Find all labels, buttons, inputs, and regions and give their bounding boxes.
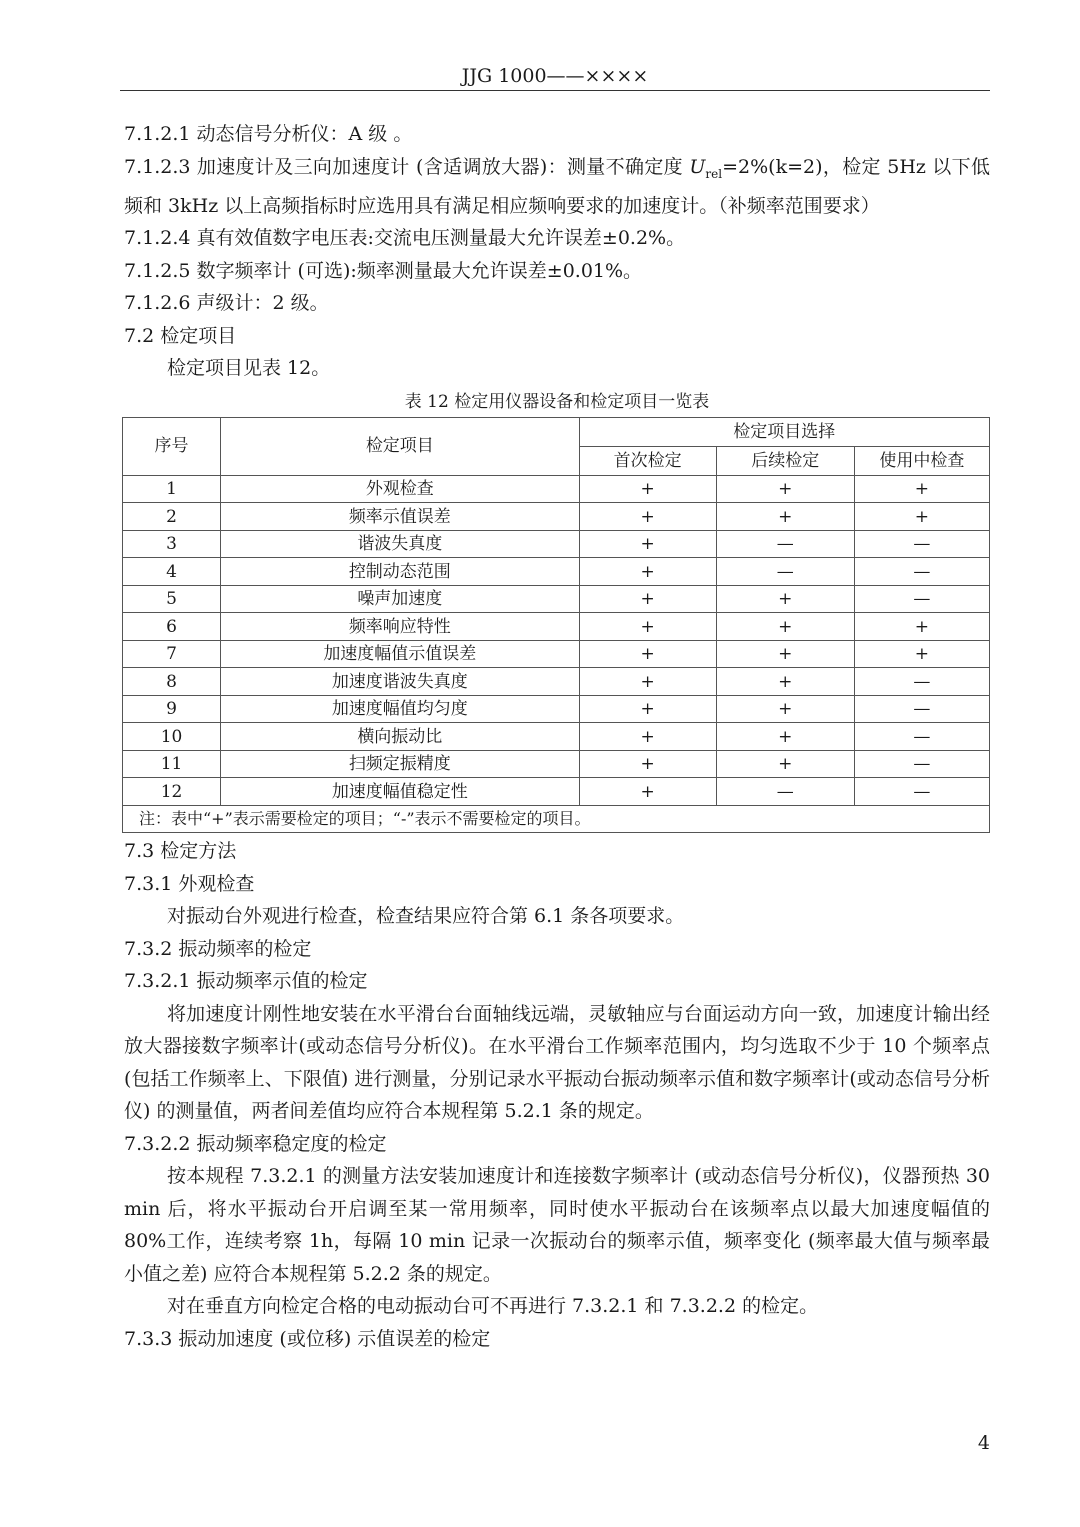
cell-subsequent: +: [716, 640, 854, 668]
cell-first: +: [579, 558, 716, 586]
cell-item: 外观检查: [221, 475, 579, 503]
table-row: [123, 613, 990, 641]
section-7322-text: 按本规程 7.3.2.1 的测量方法安装加速度计和连接数字频率计 (或动态信号分析仪)，仪器预热 30 min 后，将水平振动台开启调至某一常用频率，同时使水平振动台在该频率点以最大加速度幅值的 80%工作，连续考察 1h，每隔 10 min 记录一次振动台的频率示值，频率变化 (频率最大值与频率最小值之差) 应符合本规程第 5.2.2 条的规定。: [124, 1165, 990, 1285]
section-731-text: 对振动台外观进行检查，检查结果应符合第 6.1 条各项要求。: [167, 905, 685, 928]
cell-subsequent: +: [716, 695, 854, 723]
section-733-title: 7.3.3 振动加速度 (或位移) 示值误差的检定: [124, 1327, 491, 1350]
clause-7123-u: U: [689, 155, 706, 178]
cell-inuse: +: [854, 613, 989, 641]
cell-first: +: [579, 530, 716, 558]
header-group: 检定项目选择: [579, 417, 989, 446]
cell-subsequent: +: [716, 475, 854, 503]
cell-first: +: [579, 723, 716, 751]
cell-item: 谐波失真度: [221, 530, 579, 558]
clause-7124: 7.1.2.4 真有效值数字电压表:交流电压测量最大允许误差±0.2%。: [124, 227, 686, 250]
cell-inuse: —: [854, 778, 989, 806]
clause-7123-sub: rel: [705, 166, 723, 181]
clause-7125: 7.1.2.5 数字频率计 (可选):频率测量最大允许误差±0.01%。: [124, 259, 643, 282]
table-body: [123, 475, 990, 805]
section-72-title: 7.2 检定项目: [124, 324, 237, 347]
cell-inuse: —: [854, 530, 989, 558]
table-row: [123, 640, 990, 668]
cell-first: +: [579, 613, 716, 641]
table-row: [123, 668, 990, 696]
header-inuse: 使用中检查: [854, 446, 989, 475]
table-row: [123, 695, 990, 723]
header-seq: 序号: [123, 417, 221, 475]
cell-seq: 6: [123, 613, 221, 641]
clause-7123-pre: 7.1.2.3 加速度计及三向加速度计 (含适调放大器)：测量不确定度: [124, 155, 690, 178]
cell-inuse: —: [854, 668, 989, 696]
cell-item: 加速度幅值均匀度: [221, 695, 579, 723]
header-subsequent: 后续检定: [716, 446, 854, 475]
cell-first: +: [579, 640, 716, 668]
cell-subsequent: +: [716, 585, 854, 613]
cell-inuse: —: [854, 558, 989, 586]
clause-7126: 7.1.2.6 声级计：2 级。: [124, 292, 329, 315]
table-row: [123, 750, 990, 778]
section-72-text: 检定项目见表 12。: [167, 357, 331, 380]
cell-item: 频率示值误差: [221, 503, 579, 531]
cell-item: 横向振动比: [221, 723, 579, 751]
cell-first: +: [579, 695, 716, 723]
clause-7121: 7.1.2.1 动态信号分析仪：A 级 。: [124, 123, 413, 145]
cell-item: 加速度谐波失真度: [221, 668, 579, 696]
cell-first: +: [579, 475, 716, 503]
cell-seq: 3: [123, 530, 221, 558]
table-note: 注：表中“+”表示需要检定的项目；“-”表示不需要检定的项目。: [123, 805, 990, 833]
header-item: 检定项目: [221, 417, 579, 475]
cell-seq: 12: [123, 778, 221, 806]
cell-item: 加速度幅值稳定性: [221, 778, 579, 806]
cell-inuse: +: [854, 503, 989, 531]
cell-seq: 10: [123, 723, 221, 751]
table-caption: 表 12 检定用仪器设备和检定项目一览表: [404, 391, 710, 412]
cell-inuse: —: [854, 723, 989, 751]
document-body: [124, 118, 990, 1355]
cell-item: 加速度幅值示值误差: [221, 640, 579, 668]
inspection-table: [122, 417, 990, 834]
cell-subsequent: +: [716, 750, 854, 778]
cell-seq: 8: [123, 668, 221, 696]
cell-first: +: [579, 668, 716, 696]
section-73-title: 7.3 检定方法: [124, 840, 237, 863]
cell-first: +: [579, 778, 716, 806]
cell-subsequent: +: [716, 668, 854, 696]
page-header: JJG 1000——××××: [120, 62, 990, 91]
cell-inuse: +: [854, 640, 989, 668]
table-row: [123, 778, 990, 806]
section-7322-text2: 对在垂直方向检定合格的电动振动台可不再进行 7.3.2.1 和 7.3.2.2 的检定。: [167, 1295, 819, 1318]
table-row: [123, 585, 990, 613]
section-732-title: 7.3.2 振动频率的检定: [124, 937, 312, 960]
table-row: [123, 558, 990, 586]
clause-7123-post: =2%(k=2)，检定 5Hz 以下低频和 3kHz 以上高频指标时应选用具有满足相应频响要求的加速度计。（补频率范围要求）: [124, 155, 990, 217]
table-row: [123, 530, 990, 558]
page-number: 4: [977, 1432, 990, 1454]
cell-seq: 5: [123, 585, 221, 613]
cell-seq: 4: [123, 558, 221, 586]
cell-seq: 1: [123, 475, 221, 503]
section-7321-text: 将加速度计刚性地安装在水平滑台台面轴线远端，灵敏轴应与台面运动方向一致，加速度计输出经放大器接数字频率计(或动态信号分析仪)。在水平滑台工作频率范围内，均匀选取不少于 10 个频率点 (包括工作频率上、下限值) 进行测量，分别记录水平振动台振动频率示值和数字频率计(或动态信号分析仪) 的测量值，两者间差值均应符合本规程第 5.2.1 条的规定。: [124, 1002, 990, 1123]
cell-first: +: [579, 750, 716, 778]
cell-first: +: [579, 585, 716, 613]
cell-item: 噪声加速度: [221, 585, 579, 613]
cell-inuse: —: [854, 750, 989, 778]
cell-item: 频率响应特性: [221, 613, 579, 641]
header-first: 首次检定: [579, 446, 716, 475]
table-row: [123, 723, 990, 751]
cell-subsequent: —: [716, 530, 854, 558]
table-row: [123, 475, 990, 503]
cell-first: +: [579, 503, 716, 531]
section-7321-title: 7.3.2.1 振动频率示值的检定: [124, 970, 368, 993]
cell-inuse: +: [854, 475, 989, 503]
cell-seq: 11: [123, 750, 221, 778]
cell-subsequent: —: [716, 558, 854, 586]
clause-7123: [124, 151, 990, 223]
cell-subsequent: +: [716, 503, 854, 531]
cell-inuse: —: [854, 585, 989, 613]
table-row: [123, 503, 990, 531]
section-731-title: 7.3.1 外观检查: [124, 872, 255, 895]
section-7322-title: 7.3.2.2 振动频率稳定度的检定: [124, 1132, 387, 1155]
cell-seq: 9: [123, 695, 221, 723]
cell-subsequent: —: [716, 778, 854, 806]
cell-subsequent: +: [716, 723, 854, 751]
cell-item: 扫频定振精度: [221, 750, 579, 778]
cell-seq: 7: [123, 640, 221, 668]
cell-item: 控制动态范围: [221, 558, 579, 586]
cell-subsequent: +: [716, 613, 854, 641]
cell-seq: 2: [123, 503, 221, 531]
cell-inuse: —: [854, 695, 989, 723]
